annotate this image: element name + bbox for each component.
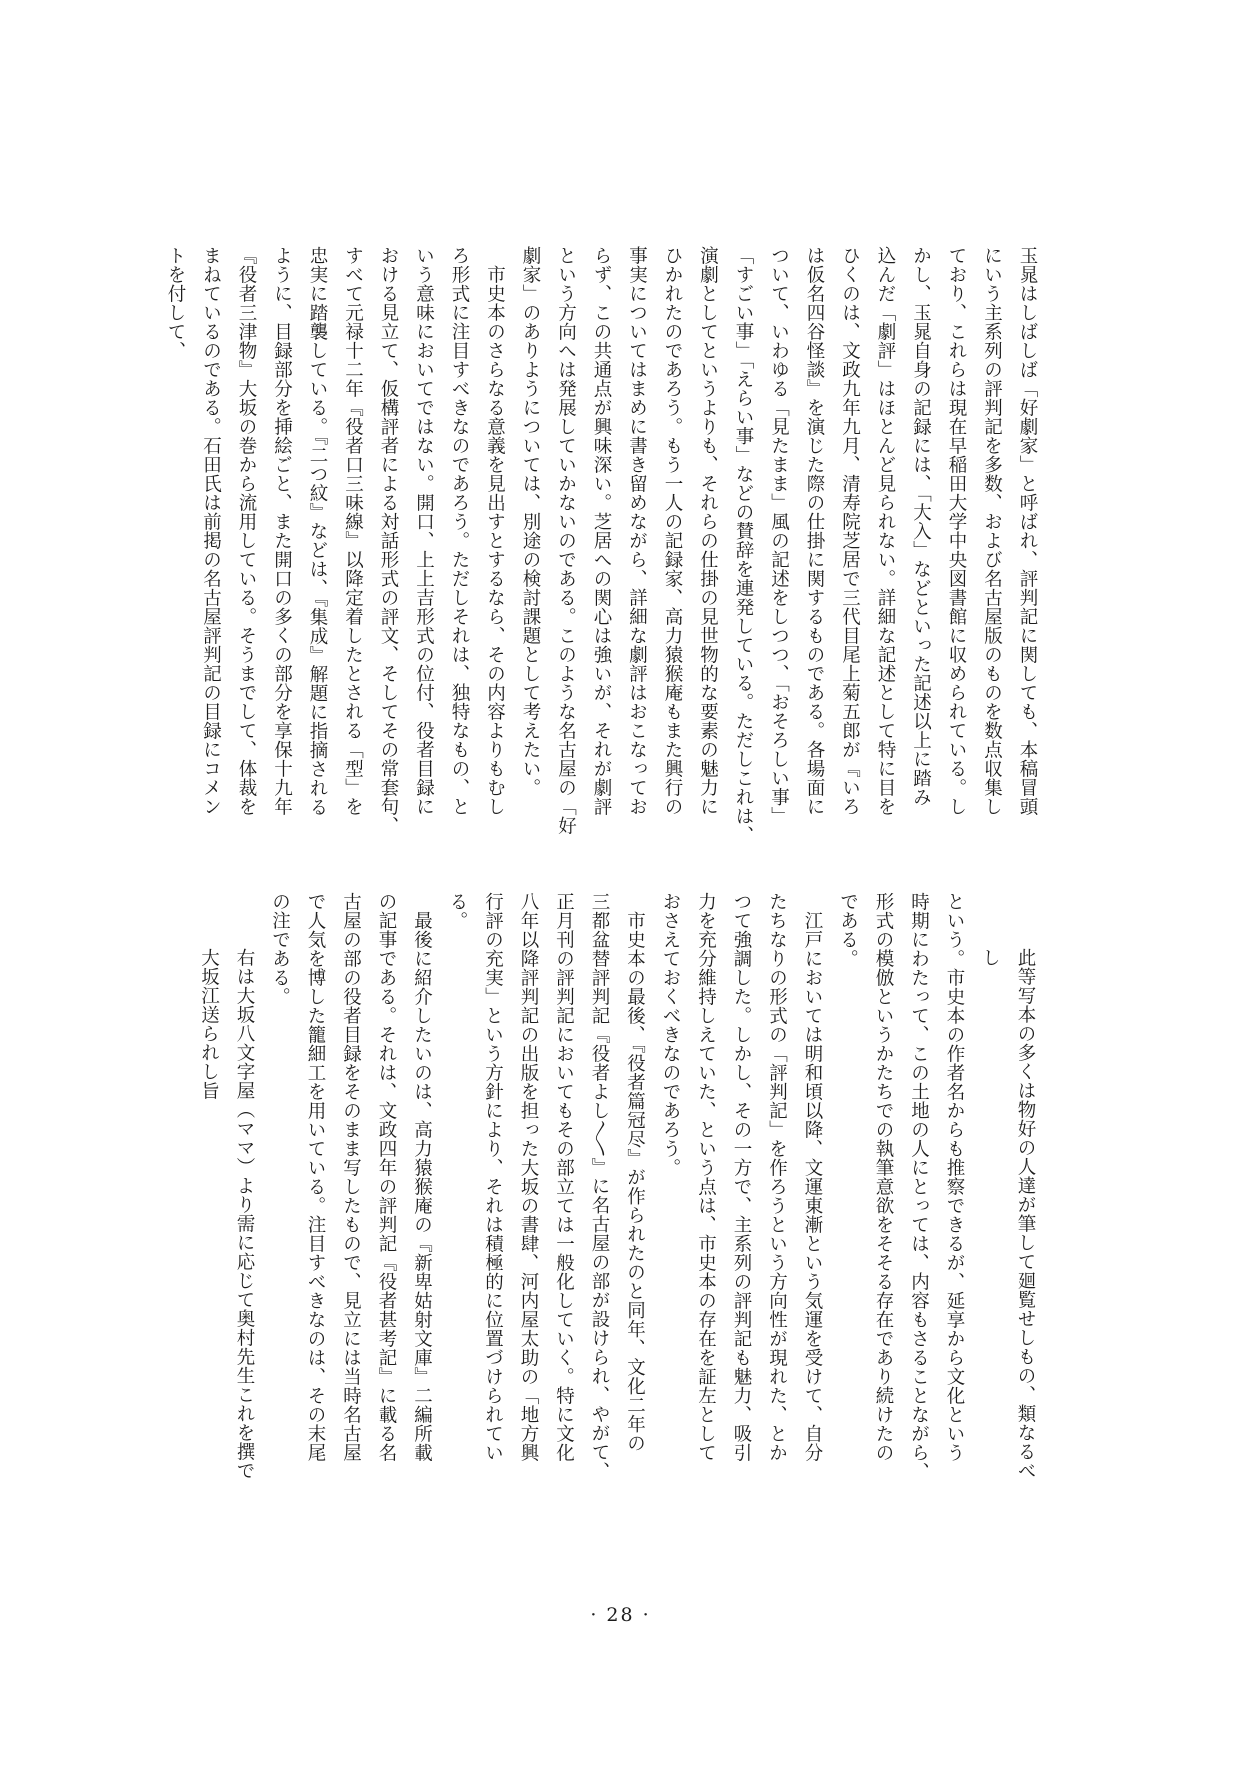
quote-line: 右は大坂八文字屋（ママ）より需に応じて奥村先生これを撰で <box>234 947 255 1480</box>
text-line: らず、この共通点が興味深い。芝居への関心は強いが、それが劇評 <box>591 246 612 816</box>
text-line: 時期にわたって、この土地の人にとっては、内容もさることながら、 <box>908 892 930 1481</box>
text-line: まねているのである。石田氏は前掲の名古屋評判記の目録にコメン <box>200 246 222 816</box>
paragraph-start-line: 市史本のさらなる意義を見出すとするなら、その内容よりもむし <box>484 264 506 816</box>
text-line: という。市史本の作者名からも推察できるが、延享から文化という <box>944 892 965 1462</box>
text-line: の注である。 <box>269 892 291 1006</box>
text-line: 行評の充実」という方針により、それは積極的に位置づけられてい <box>482 892 504 1462</box>
text-line: ろ形式に注目すべきなのであろう。ただしそれは、独特なもの、と <box>449 246 470 816</box>
text-line: 玉晁はしばしば「好劇家」と呼ばれ、評判記に関しても、本稿冒頭 <box>1017 246 1038 816</box>
text-line: で人気を博した籠細工を用いている。注目すべきなのは、その末尾 <box>305 892 326 1462</box>
quote-line: 大坂江送られし旨 <box>198 947 220 1100</box>
paragraph-start-line: 最後に紹介したいのは、高力猿猴庵の『新卑姑射文庫』二編所載 <box>411 910 433 1462</box>
quote-line: 此等写本の多くは物好の人達が筆して廻覧せしもの、類なるべ <box>1015 947 1036 1480</box>
lower-text-block <box>191 892 1043 1481</box>
text-line: 「すごい事」「えらい事」などの賛辞を連発している。ただしこれは、 <box>733 246 754 845</box>
text-line: いう意味においてではない。開口、上上吉形式の位付、役者目録に <box>413 246 435 816</box>
page-number: · 28 · <box>590 1604 651 1626</box>
text-line: 八年以降評判記の出版を担った大坂の書肆、河内屋太助の「地方興 <box>518 892 539 1462</box>
text-line: おける見立て、仮構評者による対話形式の評文、そしてその常套句、 <box>378 246 399 835</box>
text-line: つて強調した。しかし、その一方で、主系列の評判記も魅力、吸引 <box>731 892 752 1462</box>
text-line: である。 <box>837 892 859 968</box>
text-line: は仮名四谷怪談』を演じた際の仕掛に関するものである。各場面に <box>804 246 825 816</box>
text-line: 力を充分維持しえていた、という点は、市史本の存在を証左として <box>695 892 717 1462</box>
text-line: ひかれたのであろう。もう一人の記録家、高力猿猴庵もまた興行の <box>662 246 683 816</box>
text-line: ように、目録部分を挿絵ごと、また開口の多くの部分を享保十九年 <box>271 246 293 816</box>
text-line: ひくのは、文政九年九月、清寿院芝居で三代目尾上菊五郎が『いろ <box>839 246 861 816</box>
text-line: ついて、いわゆる「見たまま」風の記述をしつつ、「おそろしい事」 <box>768 246 790 826</box>
text-line: すべて元禄十二年『役者口三味線』以降定着したとされる「型」を <box>342 246 364 816</box>
text-line: 古屋の部の役者目録をそのまま写したもので、見立には当時名古屋 <box>340 892 362 1462</box>
text-line: トを付して、 <box>165 246 186 360</box>
text-line: 『役者三津物』大坂の巻から流用している。そうまでして、体裁を <box>236 246 257 816</box>
text-line: 形式の模倣というかたちでの執筆意欲をそそる存在であり続けたの <box>873 892 894 1462</box>
text-line: という方向へは発展していかないのである。このような名古屋の「好 <box>555 246 577 835</box>
quote-line: し <box>979 947 1001 967</box>
text-line: 正月刊の評判記においてもその部立ては一般化していく。特に文化 <box>553 892 575 1462</box>
text-line: にいう主系列の評判記を多数、および名古屋版のものを数点収集し <box>981 246 1003 816</box>
text-line: る。 <box>447 892 468 930</box>
paragraph-start-line: 市史本の最後、『役者篇冠尽』が作られたのと同年、文化二年の <box>624 910 646 1453</box>
text-line: 演劇としてというよりも、それらの仕掛の見世物的な要素の魅力に <box>697 246 719 816</box>
text-line: 劇家」のありようについては、別途の検討課題として考えたい。 <box>520 246 541 797</box>
text-line: ており、これらは現在早稲田大学中央図書館に収められている。し <box>946 246 967 816</box>
text-line: 三都盆替評判記『役者よし〳〵』に名古屋の部が設けられ、やがて、 <box>589 892 610 1481</box>
paragraph-start-line: 江戸においては明和頃以降、文運東漸という気運を受けて、自分 <box>802 910 823 1462</box>
text-line: 忠実に踏襲している。『二つ紋』などは、『集成』解題に指摘される <box>307 246 328 817</box>
text-line: かし、玉晁自身の記録には、「大入」などといった記述以上に踏み <box>910 246 932 807</box>
text-line: 事実についてはまめに書き留めながら、詳細な劇評はおこなってお <box>626 246 648 816</box>
text-line: たちなりの形式の「評判記」を作ろうという方向性が現れた、とか <box>766 892 788 1462</box>
text-line: 込んだ「劇評」はほとんど見られない。詳細な記述として特に目を <box>875 246 896 816</box>
text-line: おさえておくべきなのであろう。 <box>660 892 681 1177</box>
upper-text-block <box>158 246 1046 845</box>
text-line: の記事である。それは、文政四年の評判記『役者甚考記』に載る名 <box>376 892 397 1462</box>
